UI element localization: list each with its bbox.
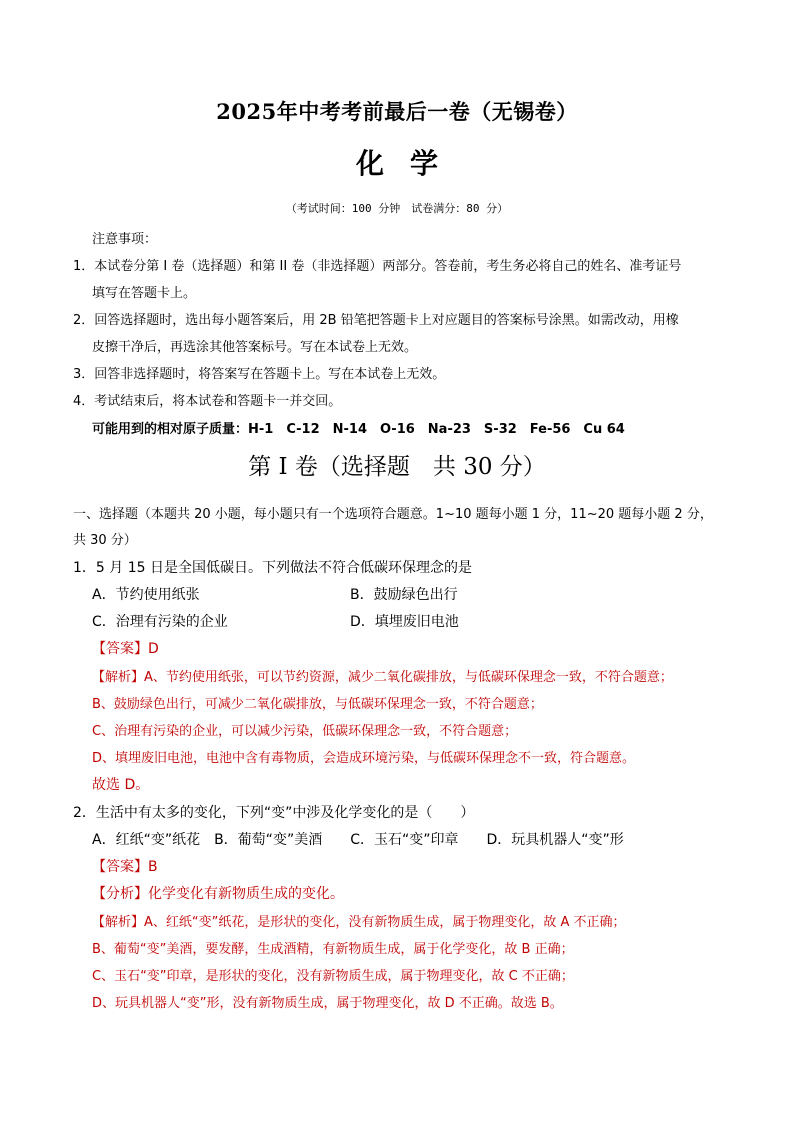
question-1-analysis-line: D、填埋废旧电池，电池中含有毒物质，会造成环境污染，与低碳环保理念不一致，符合题意。 — [92, 751, 636, 766]
notice-item-number: 2． — [73, 313, 95, 328]
subject-title: 化学 — [355, 147, 464, 180]
question-2-analysis-line: C、玉石“变”印章，是形状的变化，没有新物质生成，属于物理变化，故 C 不正确； — [92, 969, 574, 984]
notice-item-number: 1． — [73, 259, 95, 274]
question-1-option-c: C．治理有污染的企业 — [92, 614, 228, 630]
question-2-analysis-line: D、玩具机器人“变”形，没有新物质生成，属于物理变化，故 D 不正确。故选 B。 — [92, 996, 563, 1011]
notice-item-text: 考试结束后，将本试卷和答题卡一并交回。 — [94, 394, 342, 409]
question-1-analysis-line: B、鼓励绿色出行，可减少二氧化碳排放，与低碳环保理念一致，不符合题意； — [92, 697, 543, 712]
atomic-masses: 可能用到的相对原子质量：H-1 C-12 N-14 O-16 Na-23 S-32 Fe-56 Cu 64 — [92, 422, 625, 437]
notice-item-number: 3． — [73, 367, 95, 382]
question-1-option-b: B．鼓励绿色出行 — [350, 587, 458, 603]
question-2-analysis-line: 【解析】A、红纸“变”纸花，是形状的变化，没有新物质生成，属于物理变化，故 A 不正确； — [92, 915, 626, 930]
question-2-stem: 2．生活中有太多的变化，下列“变”中涉及化学变化的是（ ） — [73, 805, 475, 821]
question-1-stem: 1．5 月 15 日是全国低碳日。下列做法不符合低碳环保理念的是 — [73, 560, 472, 576]
notice-item-1-cont: 填写在答题卡上。 — [92, 286, 197, 301]
notice-item-3 — [73, 363, 445, 382]
exam-info: （考试时间：100 分钟 试卷满分：80 分） — [285, 202, 509, 215]
question-1-option-a: A．节约使用纸张 — [92, 587, 200, 603]
question-1-conclusion: 故选 D。 — [92, 777, 150, 793]
question-1-option-d: D．填埋废旧电池 — [350, 614, 459, 630]
section-title: 第 I 卷（选择题 共 30 分） — [248, 454, 546, 480]
question-2-options: A．红纸“变”纸花 B．葡萄“变”美酒 C．玉石“变”印章 D．玩具机器人“变”形 — [92, 832, 624, 848]
question-1-answer: 【答案】D — [92, 641, 159, 657]
notice-item-text: 回答选择题时，选出每小题答案后，用 2B 铅笔把答题卡上对应题目的答案标号涂黑。如需改动，用橡 — [94, 313, 679, 328]
notice-heading: 注意事项： — [92, 232, 158, 247]
notice-item-1 — [73, 255, 681, 274]
question-2-analysis-line: B、葡萄“变”美酒，要发酵，生成酒精，有新物质生成，属于化学变化，故 B 正确； — [92, 942, 574, 957]
section-instruction-cont: 共 30 分） — [73, 533, 137, 548]
question-2-note: 【分析】化学变化有新物质生成的变化。 — [92, 886, 344, 902]
exam-title: 2025年中考考前最后一卷（无锡卷） — [216, 99, 578, 124]
notice-item-4 — [73, 390, 341, 409]
section-instruction: 一、选择题（本题共 20 小题，每小题只有一个选项符合题意。1~10 题每小题 1 分，11~20 题每小题 2 分， — [73, 507, 713, 522]
notice-item-2-cont: 皮擦干净后，再选涂其他答案标号。写在本试卷上无效。 — [92, 340, 418, 355]
notice-item-text: 回答非选择题时，将答案写在答题卡上。写在本试卷上无效。 — [94, 367, 446, 382]
question-1-analysis-line: C、治理有污染的企业，可以减少污染，低碳环保理念一致，不符合题意； — [92, 724, 518, 739]
notice-item-number: 4． — [73, 394, 95, 409]
question-2-answer: 【答案】B — [92, 859, 158, 875]
notice-item-2 — [73, 309, 679, 328]
notice-item-text: 本试卷分第 I 卷（选择题）和第 II 卷（非选择题）两部分。答卷前，考生务必将自己的姓名、准考证号 — [94, 259, 682, 274]
question-1-analysis-line: 【解析】A、节约使用纸张，可以节约资源，减少二氧化碳排放，与低碳环保理念一致，不符合题意； — [92, 670, 673, 685]
